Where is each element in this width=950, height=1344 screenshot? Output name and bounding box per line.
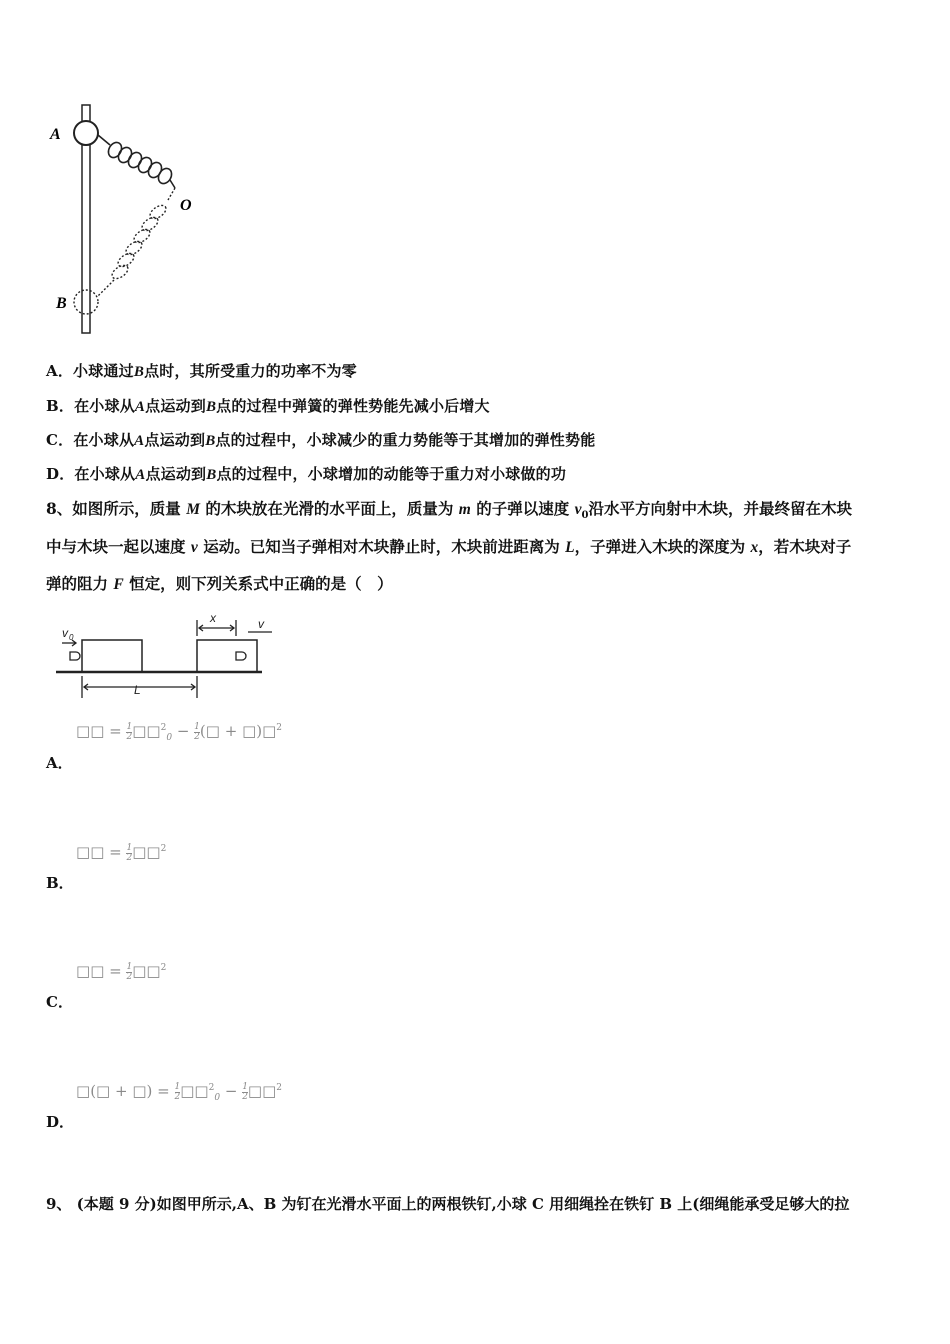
bullet-block-figure (52, 612, 272, 704)
v0-sub: 0 (69, 633, 74, 642)
q9-line-1: 9、 (本题 9 分)如图甲所示,A、B 为钉在光滑水平面上的两根铁钉,小球 C 用细绳拴在铁钉 B 上(细绳能承受足够大的拉 (46, 1195, 850, 1213)
q8-formula-c: □□ = $\frac{1}{2}$ □□$^2$ (76, 961, 167, 982)
q7-option-d: D．在小球从A点运动到B点的过程中，小球增加的动能等于重力对小球做的功 (46, 465, 567, 483)
q7-option-a: A．小球通过B点时，其所受重力的功率不为零 (46, 362, 357, 380)
q8-option-b-letter: B． (46, 874, 74, 892)
label-a: A (50, 126, 61, 143)
q8-formula-d: □(□ + □) = $\frac{1}{2}$ □□$^2_0$ − $\frac{1}{2}$ □□$^2$ (76, 1081, 283, 1103)
q8-line-3: 弹的阻力 F 恒定，则下列关系式中正确的是（ ） (46, 574, 393, 593)
spring-rod-figure (40, 100, 200, 340)
x-label: x (210, 612, 216, 625)
q8-formula-b: □□ = $\frac{1}{2}$ □□$^2$ (76, 842, 167, 863)
q8-option-a-letter: A． (46, 754, 73, 772)
label-o: O (180, 197, 192, 214)
q8-formula-a: □□ = $\frac{1}{2}$ □□$^2_0$ − $\frac{1}{2}$ (□ + □)□$^2$ (76, 721, 283, 743)
q8-line-2: 中与木块一起以速度 v 运动。已知当子弹相对木块静止时，木块前进距离为 L，子弹进入木块的深度为 x，若木块对子 (46, 537, 852, 556)
v0-label: v (62, 626, 68, 640)
q7-option-c: C．在小球从A点运动到B点的过程中，小球减少的重力势能等于其增加的弹性势能 (46, 431, 596, 449)
v-label: v (258, 617, 264, 631)
q8-line-1: 8、如图所示，质量 M 的木块放在光滑的水平面上，质量为 m 的子弹以速度 $v_0$沿水平方向射中木块，并最终留在木块 (46, 499, 853, 522)
label-b: B (56, 295, 67, 312)
q8-option-d-letter: D． (46, 1113, 75, 1131)
l-label: L (134, 683, 141, 697)
q8-option-c-letter: C． (46, 993, 73, 1011)
q7-option-b: B．在小球从A点运动到B点的过程中弹簧的弹性势能先减小后增大 (46, 397, 490, 415)
